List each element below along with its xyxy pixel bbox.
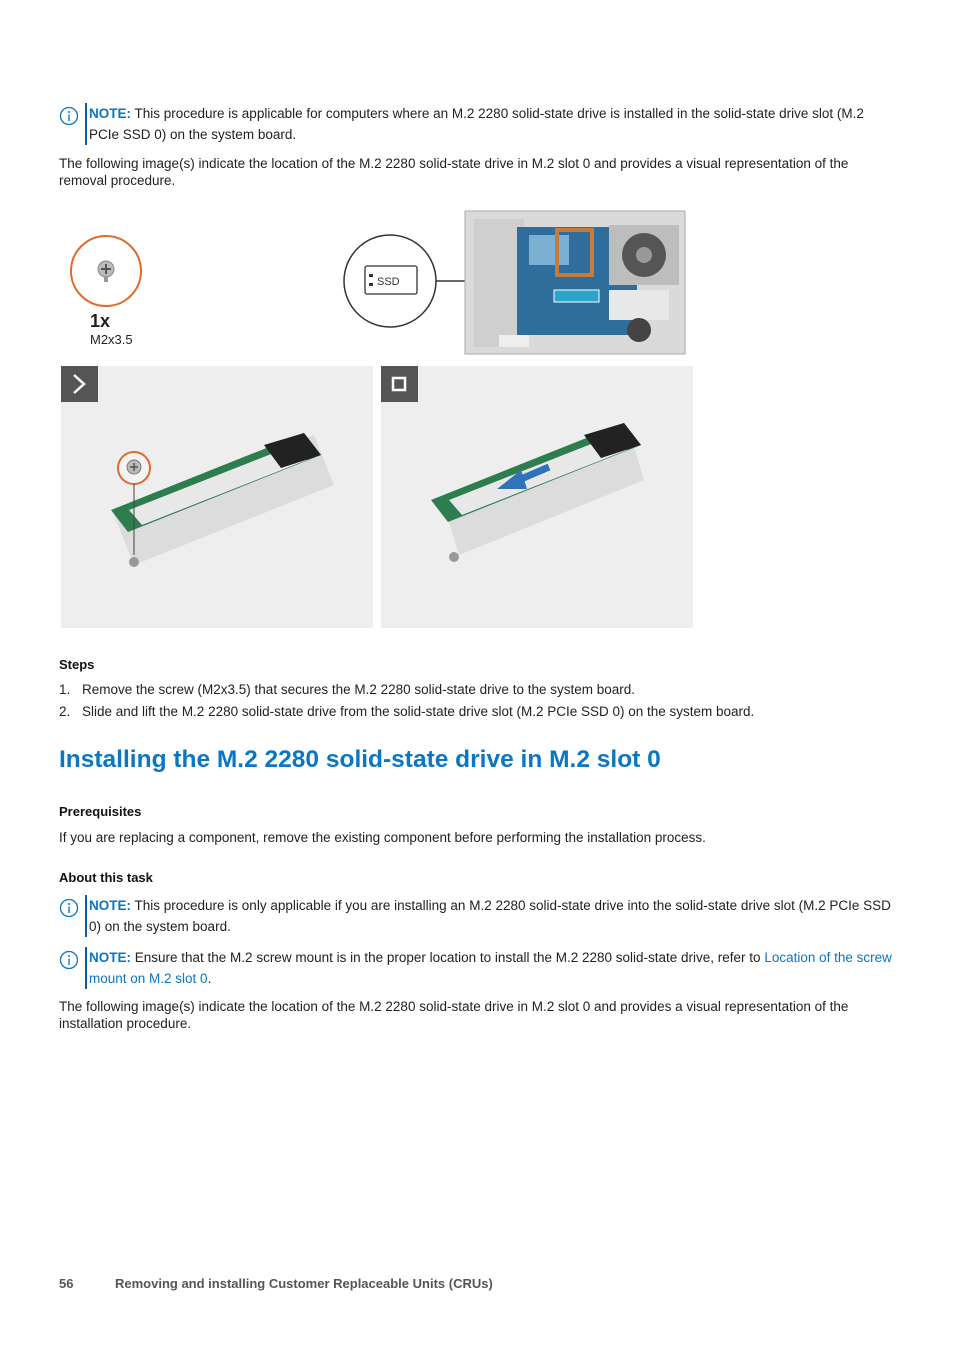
prerequisites-heading: Prerequisites <box>59 804 142 819</box>
note-body: This procedure is applicable for computers where an M.2 2280 solid-state drive is installed in the solid-state drive slot (M.2 PCIe SSD 0) on the system board. <box>89 106 864 142</box>
step-number: 1. <box>59 682 71 697</box>
note-screw-mount <box>59 947 897 989</box>
step-1 <box>59 682 635 697</box>
note-applicability <box>59 103 897 145</box>
step-2 <box>59 704 754 719</box>
system-board-image <box>465 211 685 354</box>
screw-callout <box>71 236 141 306</box>
about-heading: About this task <box>59 870 153 885</box>
ssd-label: SSD <box>377 276 400 288</box>
info-icon-wrap <box>59 947 85 989</box>
screw-mount-location-link[interactable]: Location of the screw mount on M.2 slot 0 <box>89 950 892 986</box>
info-icon <box>59 950 79 970</box>
note-install-applicability <box>59 895 897 937</box>
info-icon <box>59 106 79 126</box>
note-body: Ensure that the M.2 screw mount is in the proper location to install the M.2 2280 solid-state drive, refer to <box>131 950 765 965</box>
step1-panel <box>61 366 373 628</box>
note-label: NOTE: <box>89 950 131 965</box>
info-icon-wrap <box>59 895 85 937</box>
screw-count: 1x <box>90 311 111 331</box>
note-label: NOTE: <box>89 898 131 913</box>
step2-panel <box>381 366 693 628</box>
removal-figure <box>59 205 699 630</box>
steps-heading: Steps <box>59 657 95 672</box>
step-text: Slide and lift the M.2 2280 solid-state drive from the solid-state drive slot (M.2 PCIe SSD 0) on the system board. <box>82 704 755 719</box>
note-end: . <box>207 971 212 986</box>
intro-install: The following image(s) indicate the location of the M.2 2280 solid-state drive in M.2 slot 0 and provides a visual representation of the installation procedure. <box>59 999 849 1031</box>
step-number: 2. <box>59 704 71 719</box>
ssd-callout <box>344 235 436 327</box>
chapter-title: Removing and installing Customer Replaceable Units (CRUs) <box>115 1276 493 1291</box>
note-text <box>85 103 897 145</box>
note-text <box>85 947 897 989</box>
note-text <box>85 895 897 937</box>
intro-removal: The following image(s) indicate the location of the M.2 2280 solid-state drive in M.2 slot 0 and provides a visual representation of the removal procedure. <box>59 156 849 188</box>
section-title: Installing the M.2 2280 solid-state drive in M.2 slot 0 <box>59 746 661 773</box>
note-body: This procedure is only applicable if you are installing an M.2 2280 solid-state drive into the solid-state drive slot (M.2 PCIe SSD 0) on the system board. <box>89 898 891 934</box>
step-text: Remove the screw (M2x3.5) that secures the M.2 2280 solid-state drive to the system board. <box>82 682 635 697</box>
info-icon-wrap <box>59 103 85 145</box>
page-number: 56 <box>59 1276 74 1291</box>
prerequisites-text: If you are replacing a component, remove the existing component before performing the installation process. <box>59 830 706 845</box>
note-label: NOTE: <box>89 106 131 121</box>
screw-type: M2x3.5 <box>90 332 133 347</box>
info-icon <box>59 898 79 918</box>
